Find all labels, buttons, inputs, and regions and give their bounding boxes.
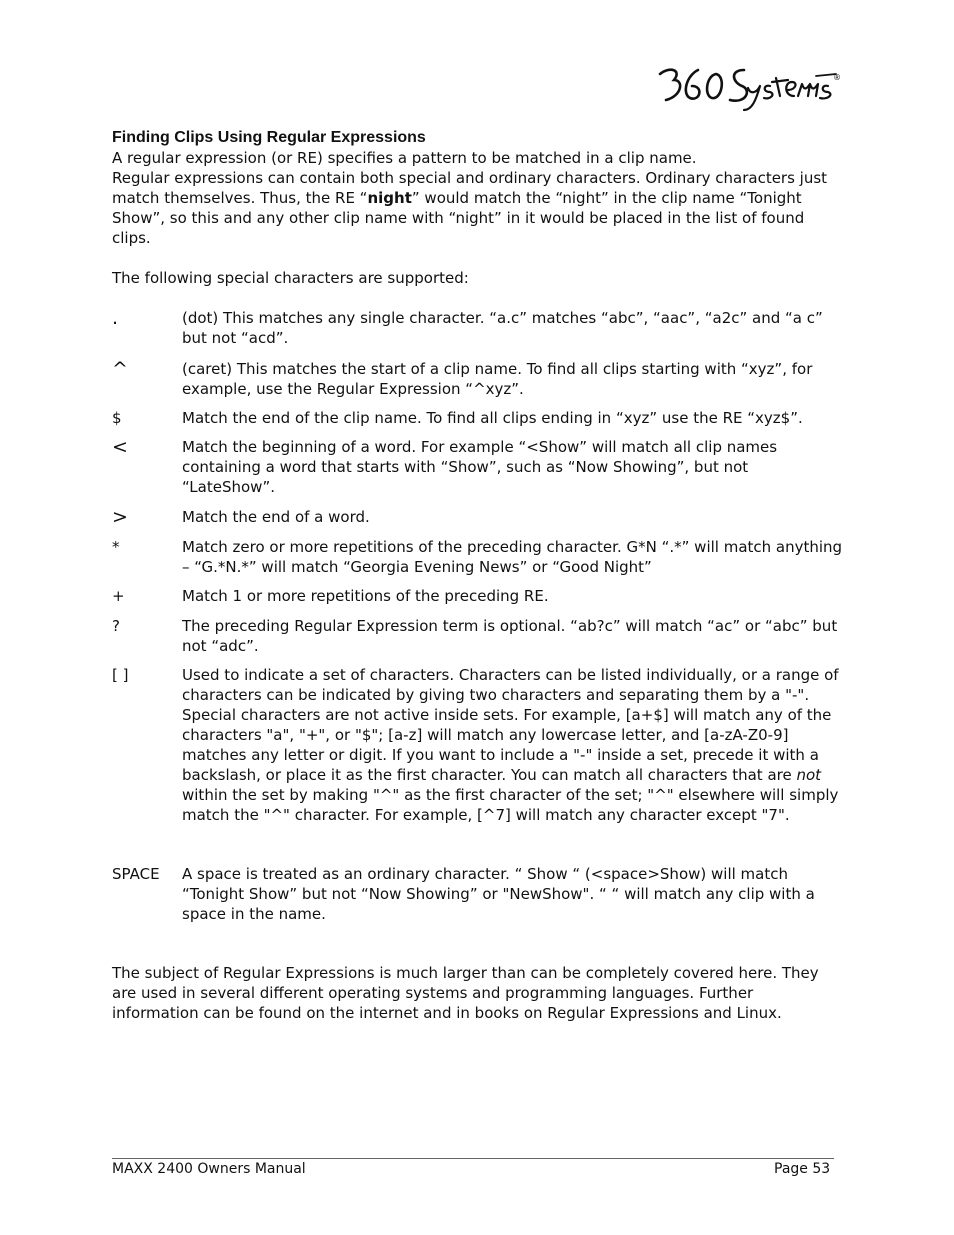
closing-paragraph: The subject of Regular Expressions is much larger than can be completely covered here. They are used in several different operating systems and programming languages. Further information can be found on the internet and in books on Regular Expressions and Linux. xyxy=(112,964,819,1022)
definition-symbol: [ ] xyxy=(112,666,129,684)
definition-symbol: . xyxy=(112,307,119,329)
definition-text: (caret) This matches the start of a clip name. To find all clips starting with “xyz”, for example, use the Regular Expression “^xyz”. xyxy=(182,360,813,398)
definition-symbol: < xyxy=(112,436,128,458)
definition-symbol: ? xyxy=(112,617,120,635)
definition-greater-than xyxy=(112,507,844,527)
registered-mark: ® xyxy=(833,73,841,82)
definition-plus xyxy=(112,586,844,606)
definition-text: Match the end of a word. xyxy=(182,508,370,526)
definition-dollar xyxy=(112,408,844,428)
intro-line: A regular expression (or RE) specifies a pattern to be matched in a clip name. xyxy=(112,149,697,167)
special-intro: The following special characters are supported: xyxy=(112,269,469,287)
definition-text: (dot) This matches any single character. “a.c” matches “abc”, “aac”, “a2c” and “a c” but not “acd”. xyxy=(182,309,823,347)
footer-manual-title: MAXX 2400 Owners Manual xyxy=(112,1161,306,1177)
main-content xyxy=(112,128,844,1023)
definition-symbol: > xyxy=(112,506,128,528)
intro-text-b: ” would match the “night” in the clip name “Tonight Show”, so this and any other clip name with “night” in it would be placed in the list of found clips. xyxy=(112,189,805,247)
intro-text-a: Regular expressions can contain both special and ordinary characters. Ordinary characters just match themselves. Thus, the RE “ xyxy=(112,169,828,207)
set-text-emphasis: not xyxy=(796,766,822,784)
footer-page-number: Page 53 xyxy=(774,1161,831,1177)
definition-text xyxy=(182,665,844,825)
definition-symbol: * xyxy=(112,538,120,556)
definition-set xyxy=(112,665,844,825)
definition-symbol: $ xyxy=(112,409,122,427)
definition-text: The preceding Regular Expression term is optional. “ab?c” will match “ac” or “abc” but not “adc”. xyxy=(182,617,838,655)
definition-question xyxy=(112,616,844,656)
footer-divider xyxy=(112,1158,834,1159)
definition-text: A space is treated as an ordinary character. “ Show “ (<space>Show) will match “Tonight Show” but not “Now Showing” or "NewShow". “ “ will match any clip with a space in the name. xyxy=(182,865,815,923)
definition-less-than xyxy=(112,437,844,497)
intro-paragraph xyxy=(112,168,844,248)
definition-text: Match the beginning of a word. For example “<Show” will match all clip names containing a word that starts with “Show”, such as “Now Showing”, but not “LateShow”. xyxy=(182,438,778,496)
definition-symbol: + xyxy=(112,587,125,605)
definition-caret xyxy=(112,359,844,399)
definition-text: Match zero or more repetitions of the preceding character. G*N “.*” will match anything – “G.*N.*” will match “Georgia Evening News” or “Good Night” xyxy=(182,538,843,576)
intro-bold-term: night xyxy=(367,189,412,207)
definition-symbol: SPACE xyxy=(112,865,160,883)
company-logo xyxy=(652,60,842,114)
definition-text: Match 1 or more repetitions of the preceding RE. xyxy=(182,587,549,605)
definition-space xyxy=(112,864,844,924)
section-heading: Finding Clips Using Regular Expressions xyxy=(112,129,426,146)
definition-text: Match the end of the clip name. To find all clips ending in “xyz” use the RE “xyz$”. xyxy=(182,409,803,427)
definition-dot xyxy=(112,308,844,348)
definition-symbol: ^ xyxy=(112,358,128,380)
set-text-a: Used to indicate a set of characters. Characters can be listed individually, or a range of characters can be indicated by giving two characters and separating them by a "-". Special characters are not active inside sets. For example, [a+$] will match any of the characters "a", "+", or "$"; [a-z] will match any lowercase letter, and [a-zA-Z0-9] matches any letter or digit. If you want to include a "-" inside a set, precede it with a backslash, or place it as the first character. You can match all characters that are xyxy=(182,666,839,784)
definition-asterisk xyxy=(112,537,844,577)
set-text-b: within the set by making "^" as the first character of the set; "^" elsewhere will simply match the "^" character. For example, [^7] will match any character except "7". xyxy=(182,786,839,824)
